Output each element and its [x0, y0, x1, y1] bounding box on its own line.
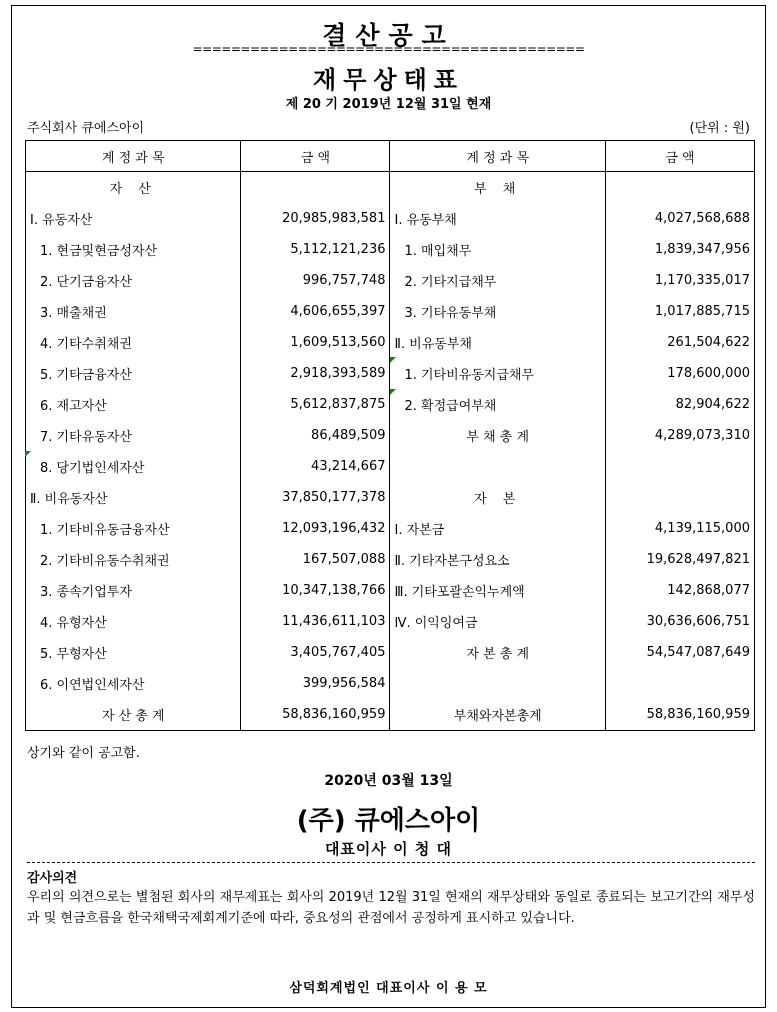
account-cell: 1. 매입채무	[390, 234, 605, 265]
amount-cell: 19,628,497,821	[605, 544, 754, 575]
cell-marker-icon	[390, 389, 396, 395]
account-cell: 자 본 총 계	[390, 637, 605, 668]
account-cell	[390, 451, 605, 482]
column-header: 계 정 과 목	[26, 141, 241, 172]
account-cell: 부 채 총 계	[390, 420, 605, 451]
statement-title: 재무상태표	[313, 66, 464, 94]
account-cell: 2. 기타비유동수취채권	[26, 544, 241, 575]
amount-cell: 58,836,160,959	[605, 699, 754, 731]
table-row	[26, 544, 755, 575]
account-cell: Ⅲ. 기타포괄손익누계액	[390, 575, 605, 606]
amount-cell: 10,347,138,766	[241, 575, 390, 606]
account-cell: 3. 종속기업투자	[26, 575, 241, 606]
account-cell: 3. 매출채권	[26, 296, 241, 327]
amount-cell: 4,289,073,310	[605, 420, 754, 451]
page-title: 결산공고	[322, 21, 455, 50]
amount-cell: 11,436,611,103	[241, 606, 390, 637]
amount-cell	[241, 172, 390, 204]
notice-date: 2020년 03월 13일	[324, 773, 453, 789]
table-row	[26, 234, 755, 265]
table-row	[26, 172, 755, 204]
amount-cell: 167,507,088	[241, 544, 390, 575]
account-cell: 6. 이연법인세자산	[26, 668, 241, 699]
period-label: 제 20 기 2019년 12월 31일 현재	[285, 97, 492, 112]
amount-cell	[605, 451, 754, 482]
amount-cell: 5,612,837,875	[241, 389, 390, 420]
table-row	[26, 420, 755, 451]
account-cell: Ⅱ. 기타자본구성요소	[390, 544, 605, 575]
amount-cell: 399,956,584	[241, 668, 390, 699]
ceo-name: 대표이사 이 청 대	[324, 840, 453, 858]
amount-cell	[605, 668, 754, 699]
unit-label: (단위 : 원)	[689, 121, 750, 136]
account-cell: Ⅱ. 비유동부채	[390, 327, 605, 358]
column-header: 금 액	[605, 141, 754, 172]
account-cell: 8. 당기법인세자산	[26, 451, 241, 482]
amount-cell: 4,139,115,000	[605, 513, 754, 544]
amount-cell: 86,489,509	[241, 420, 390, 451]
account-cell: 6. 재고자산	[26, 389, 241, 420]
account-cell: Ⅳ. 이익잉여금	[390, 606, 605, 637]
title-divider: =========================================	[192, 42, 585, 56]
amount-cell: 996,757,748	[241, 265, 390, 296]
account-cell: 자 본	[390, 482, 605, 513]
account-cell: 3. 기타유동부채	[390, 296, 605, 327]
table-header-row	[26, 141, 755, 172]
table-row	[26, 637, 755, 668]
audit-opinion-title: 감사의견	[27, 871, 78, 886]
account-cell: Ⅰ. 유동자산	[26, 203, 241, 234]
account-cell: 자 산 총 계	[26, 699, 241, 731]
amount-cell: 1,609,513,560	[241, 327, 390, 358]
company-title: (주) 큐에스아이	[296, 806, 481, 836]
table-row	[26, 575, 755, 606]
table-row	[26, 327, 755, 358]
amount-cell: 1,170,335,017	[605, 265, 754, 296]
account-cell: 7. 기타유동자산	[26, 420, 241, 451]
table-row	[26, 203, 755, 234]
column-header: 계 정 과 목	[390, 141, 605, 172]
table-body	[26, 172, 755, 731]
account-cell: 1. 기타비유동금융자산	[26, 513, 241, 544]
amount-cell: 58,836,160,959	[241, 699, 390, 731]
amount-cell: 54,547,087,649	[605, 637, 754, 668]
amount-cell	[605, 482, 754, 513]
account-cell: 2. 확정급여부채	[390, 389, 605, 420]
amount-cell: 178,600,000	[605, 358, 754, 389]
table-row	[26, 451, 755, 482]
balance-sheet-table	[25, 140, 755, 731]
amount-cell: 2,918,393,589	[241, 358, 390, 389]
account-cell: Ⅱ. 비유동자산	[26, 482, 241, 513]
amount-cell: 1,839,347,956	[605, 234, 754, 265]
account-cell: 4. 유형자산	[26, 606, 241, 637]
audit-opinion-text: 우리의 의견으로는 별첨된 회사의 재무제표는 회사의 2019년 12월 31일 현재의 재무상태와 동일로 종료되는 보고기간의 재무성과 및 현금흐름을 한국채택국제회계기준에 따라, 중요성의 관점에서 공정하게 표시하고 있습니다.	[27, 890, 755, 926]
notice-text: 상기와 같이 공고함.	[27, 746, 140, 761]
amount-cell: 3,405,767,405	[241, 637, 390, 668]
table-row	[26, 699, 755, 731]
amount-cell: 5,112,121,236	[241, 234, 390, 265]
section-divider	[27, 862, 755, 863]
account-cell: 1. 기타비유동지급채무	[390, 358, 605, 389]
account-cell: 4. 기타수취채권	[26, 327, 241, 358]
table-row	[26, 482, 755, 513]
amount-cell: 82,904,622	[605, 389, 754, 420]
cell-marker-icon	[390, 357, 396, 363]
company-name: 주식회사 큐에스아이	[27, 121, 145, 136]
account-cell: Ⅰ. 유동부채	[390, 203, 605, 234]
cell-marker-icon	[25, 451, 31, 457]
amount-cell: 43,214,667	[241, 451, 390, 482]
amount-cell: 261,504,622	[605, 327, 754, 358]
amount-cell: 20,985,983,581	[241, 203, 390, 234]
account-cell: 1. 현금및현금성자산	[26, 234, 241, 265]
table-row	[26, 668, 755, 699]
account-cell: 부채와자본총계	[390, 699, 605, 731]
amount-cell: 1,017,885,715	[605, 296, 754, 327]
table-row	[26, 265, 755, 296]
account-cell: 부 채	[390, 172, 605, 204]
amount-cell: 12,093,196,432	[241, 513, 390, 544]
auditor-signature: 삼덕회계법인 대표이사 이 용 모	[289, 981, 488, 996]
account-cell: 5. 기타금융자산	[26, 358, 241, 389]
amount-cell: 4,027,568,688	[605, 203, 754, 234]
amount-cell	[605, 172, 754, 204]
account-cell: 2. 기타지급채무	[390, 265, 605, 296]
account-cell: 5. 무형자산	[26, 637, 241, 668]
amount-cell: 30,636,606,751	[605, 606, 754, 637]
account-cell: 자 산	[26, 172, 241, 204]
account-cell: 2. 단기금융자산	[26, 265, 241, 296]
table-row	[26, 606, 755, 637]
account-cell	[390, 668, 605, 699]
table-row	[26, 513, 755, 544]
amount-cell: 37,850,177,378	[241, 482, 390, 513]
amount-cell: 4,606,655,397	[241, 296, 390, 327]
column-header: 금 액	[241, 141, 390, 172]
amount-cell: 142,868,077	[605, 575, 754, 606]
table-row	[26, 296, 755, 327]
account-cell: Ⅰ. 자본금	[390, 513, 605, 544]
